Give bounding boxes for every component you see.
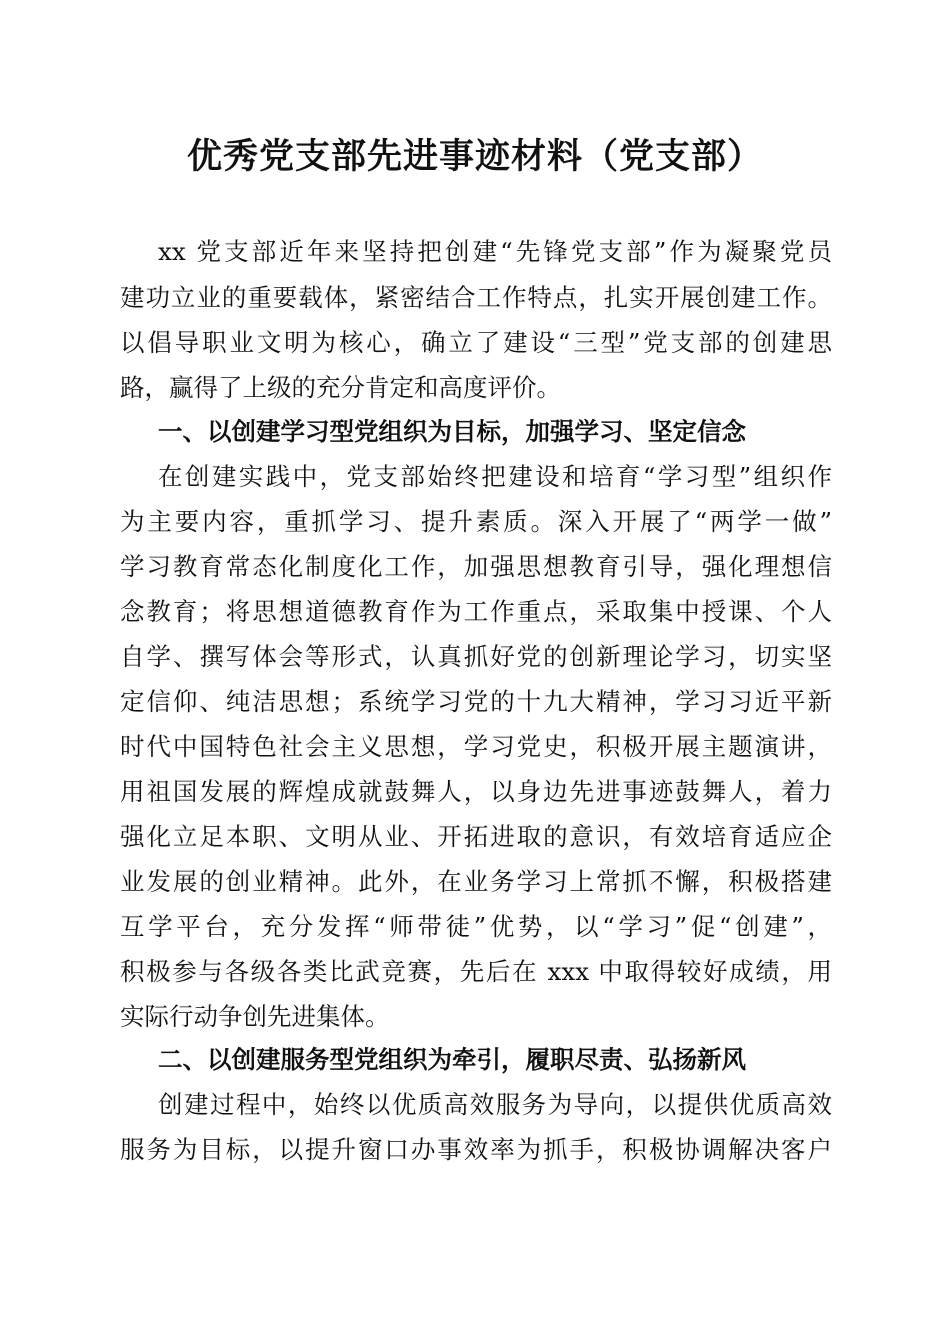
body-line: 强化立足本职、文明从业、开拓进取的意识，有效培育适应企 xyxy=(120,822,832,851)
intro-line: 建功立业的重要载体，紧密结合工作特点，扎实开展创建工作。 xyxy=(120,283,832,312)
intro-line: xx 党支部近年来坚持把创建“先锋党支部”作为凝聚党员 xyxy=(158,237,832,266)
body-line: 服务为目标，以提升窗口办事效率为抓手，积极协调解决客户 xyxy=(120,1135,832,1164)
document-title: 优秀党支部先进事迹材料（党支部） xyxy=(186,136,763,177)
body-line: 时代中国特色社会主义思想，学习党史，积极开展主题演讲， xyxy=(120,732,832,761)
body-line: 互学平台，充分发挥“师带徒”优势，以“学习”促“创建”， xyxy=(120,912,832,941)
body-line: 在创建实践中，党支部始终把建设和培育“学习型”组织作 xyxy=(158,462,832,491)
body-line: 创建过程中，始终以优质高效服务为导向，以提供优质高效 xyxy=(158,1090,832,1119)
body-line: 用祖国发展的辉煌成就鼓舞人，以身边先进事迹鼓舞人，着力 xyxy=(120,777,832,806)
body-line: 积极参与各级各类比武竞赛，先后在 xxx 中取得较好成绩，用 xyxy=(120,957,832,986)
section-heading-2: 二、以创建服务型党组织为牵引，履职尽责、弘扬新风 xyxy=(158,1045,746,1074)
body-line: 业发展的创业精神。此外，在业务学习上常抓不懈，积极搭建 xyxy=(120,867,832,896)
intro-line: 以倡导职业文明为核心，确立了建设“三型”党支部的创建思 xyxy=(120,328,832,357)
section-heading-1: 一、以创建学习型党组织为目标，加强学习、坚定信念 xyxy=(158,417,746,446)
intro-line: 路，赢得了上级的充分肯定和高度评价。 xyxy=(120,373,561,402)
body-line: 为主要内容，重抓学习、提升素质。深入开展了“两学一做” xyxy=(120,507,832,536)
body-line: 定信仰、纯洁思想；系统学习党的十九大精神，学习习近平新 xyxy=(120,687,832,716)
body-line: 实际行动争创先进集体。 xyxy=(120,1002,390,1031)
body-line: 念教育；将思想道德教育作为工作重点，采取集中授课、个人 xyxy=(120,597,832,626)
body-line: 自学、撰写体会等形式，认真抓好党的创新理论学习，切实坚 xyxy=(120,642,832,671)
body-line: 学习教育常态化制度化工作，加强思想教育引导，强化理想信 xyxy=(120,552,832,581)
